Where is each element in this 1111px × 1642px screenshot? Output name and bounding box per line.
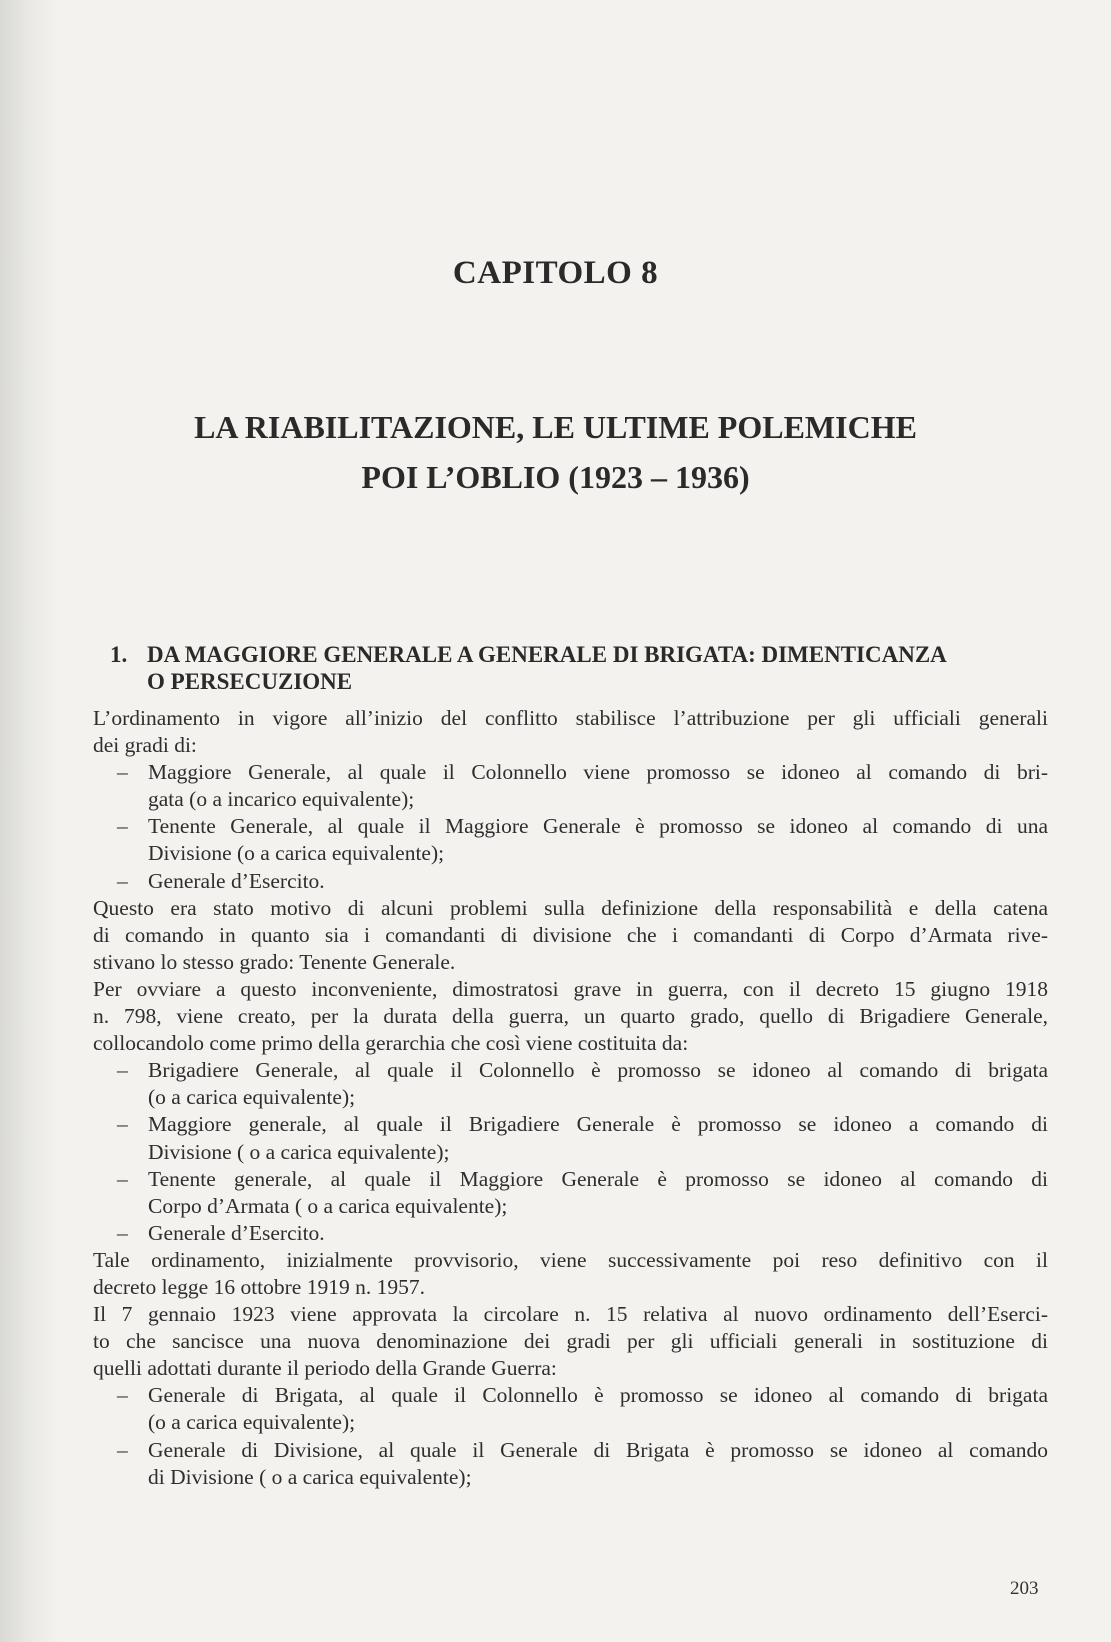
list-item <box>93 1111 1048 1165</box>
list-item-text: (o a carica equivalente); <box>148 1410 356 1435</box>
list-item-text: di Divisione ( o a carica equivalente); <box>148 1464 472 1489</box>
paragraph-line: Questo era stato motivo di alcuni problemi sulla definizione della responsabilità e della catena <box>93 895 1048 920</box>
list-dash: – <box>117 1112 128 1137</box>
list-item-text: Brigadiere Generale, al quale il Colonnello è promosso se idoneo al comando di brigata <box>148 1058 1048 1083</box>
list-item-text: Divisione ( o a carica equivalente); <box>148 1139 450 1164</box>
list-dash: – <box>117 1220 128 1245</box>
paragraph-line: to che sancisce una nuova denominazione dei gradi per gli ufficiali generali in sostituzione di <box>93 1329 1048 1354</box>
paragraph-line: Il 7 gennaio 1923 viene approvata la circolare n. 15 relativa al nuovo ordinamento dell’Eserci- <box>93 1302 1048 1327</box>
list-item <box>93 1166 1048 1220</box>
body-text <box>93 705 1048 1491</box>
list-item-text: Generale di Divisione, al quale il Generale di Brigata è promosso se idoneo al comando <box>148 1437 1048 1462</box>
list-item <box>93 1437 1048 1491</box>
list-dash: – <box>117 814 128 839</box>
section-title-line: O PERSECUZIONE <box>147 669 353 694</box>
list-item <box>93 1057 1048 1111</box>
section-title-line: DA MAGGIORE GENERALE A GENERALE DI BRIGATA: DIMENTICANZA <box>147 642 947 667</box>
list-item-text: Generale d’Esercito. <box>148 868 325 893</box>
chapter-title-line: POI L’OBLIO (1923 – 1936) <box>361 459 750 495</box>
list-dash: – <box>117 1058 128 1083</box>
list-item <box>93 1220 1048 1247</box>
list-item-text: Maggiore generale, al quale il Brigadiere Generale è promosso se idoneo a comando di <box>148 1112 1048 1137</box>
paragraph-line: collocandolo come primo della gerarchia che così viene costituita da: <box>93 1031 689 1056</box>
paragraph-line: Per ovviare a questo inconveniente, dimostratosi grave in guerra, con il decreto 15 giugno 1918 <box>93 976 1048 1001</box>
list-item-text: Tenente generale, al quale il Maggiore Generale è promosso se idoneo al comando di <box>148 1166 1048 1191</box>
chapter-title-line: LA RIABILITAZIONE, LE ULTIME POLEMICHE <box>194 409 917 445</box>
paragraph-line: di comando in quanto sia i comandanti di divisione che i comandanti di Corpo d’Armata rive- <box>93 922 1048 947</box>
list-item-text: Divisione (o a carica equivalente); <box>148 841 445 866</box>
list-item <box>93 759 1048 813</box>
list-item-text: Corpo d’Armata ( o a carica equivalente); <box>148 1193 508 1218</box>
list-item-text: Maggiore Generale, al quale il Colonnello viene promosso se idoneo al comando di bri- <box>148 760 1048 785</box>
page-number: 203 <box>1010 1578 1039 1599</box>
paragraph-line: L’ordinamento in vigore all’inizio del conflitto stabilisce l’attribuzione per gli ufficiali generali <box>93 706 1048 730</box>
list-item-text: Generale di Brigata, al quale il Colonnello è promosso se idoneo al comando di brigata <box>148 1383 1048 1408</box>
paragraph-line: n. 798, viene creato, per la durata della guerra, un quarto grado, quello di Brigadiere Generale, <box>93 1004 1048 1029</box>
paragraph-line: decreto legge 16 ottobre 1919 n. 1957. <box>93 1274 425 1299</box>
list-dash: – <box>117 1383 128 1408</box>
list-item-text: (o a carica equivalente); <box>148 1085 356 1110</box>
list-item <box>93 868 1048 895</box>
paragraph-line: stivano lo stesso grado: Tenente Generale. <box>93 949 456 974</box>
page-edge-shadow <box>0 0 60 1642</box>
list-dash: – <box>117 868 128 893</box>
list-item <box>93 1382 1048 1436</box>
paragraph-line: Tale ordinamento, inizialmente provvisorio, viene successivamente poi reso definitivo con il <box>93 1247 1048 1272</box>
section-number: 1. <box>110 642 128 667</box>
paragraph-line: quelli adottati durante il periodo della Grande Guerra: <box>93 1356 557 1381</box>
list-item-text: Generale d’Esercito. <box>148 1220 325 1245</box>
list-item-text: gata (o a incarico equivalente); <box>148 787 415 812</box>
paragraph-line: dei gradi di: <box>93 733 197 758</box>
chapter-label: CAPITOLO 8 <box>452 255 659 291</box>
list-item <box>93 813 1048 867</box>
chapter-title <box>0 402 1111 502</box>
list-item-text: Tenente Generale, al quale il Maggiore Generale è promosso se idoneo al comando di una <box>148 814 1048 839</box>
list-dash: – <box>117 1166 128 1191</box>
list-dash: – <box>117 760 128 785</box>
section-heading <box>110 641 1050 695</box>
list-dash: – <box>117 1437 128 1462</box>
